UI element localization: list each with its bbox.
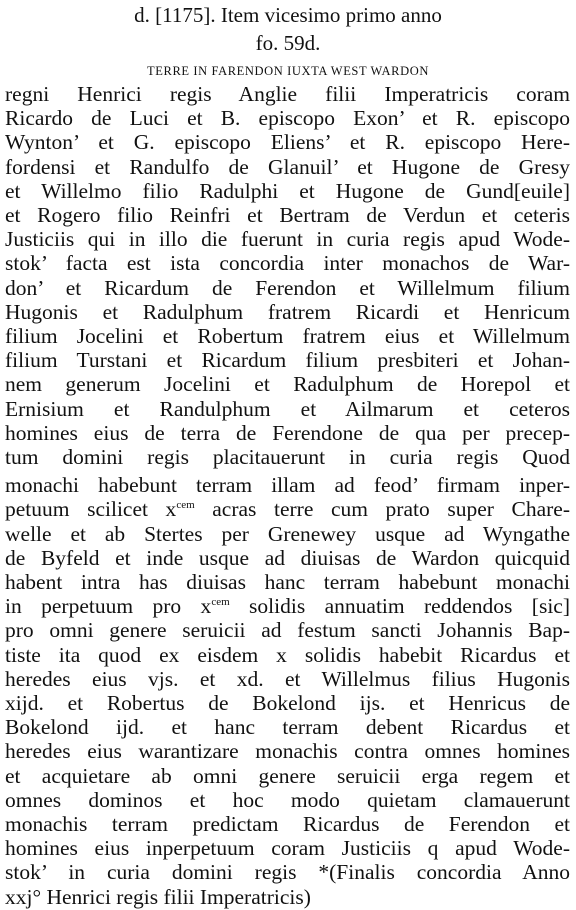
text-line: Bokelond ijd. et hanc terram debent Ricardus et	[5, 715, 570, 740]
text-line: de Byfeld et inde usque ad diuisas de Wardon quicquid	[5, 545, 570, 570]
text-line: xxj° Henrici regis filii Imperatricis)	[5, 884, 311, 909]
text-line: stok’ facta est ista concordia inter monachos de War-	[5, 251, 570, 276]
text-line: pro omni genere seruicii ad festum sancti Johannis Bap-	[5, 618, 570, 643]
text-line: et Rogero filio Reinfri et Bertram de Verdun et ceteris	[5, 203, 570, 227]
text-line: don’ et Ricardum de Ferendon et Willelmum filium	[5, 275, 570, 300]
folio-reference: fo. 59d.	[255, 31, 321, 55]
text-line: homines eius de terra de Ferendone de qua per precep-	[5, 420, 570, 445]
text-line: Ernisium et Randulphum et Ailmarum et ceteros	[5, 396, 570, 421]
text-line: heredes eius vjs. et xd. et Willelmus filius Hugonis	[5, 666, 570, 691]
text-line: petuum scilicet $x^{cem}$ acras terre cum prato super Chare-	[5, 497, 570, 522]
text-line: omnes dominos et hoc modo quietam clamauerunt	[5, 787, 570, 812]
text-line: Wynton’ et G. episcopo Eliens’ et R. episcopo Here-	[5, 130, 570, 155]
text-line: habent intra has diuisas hanc terram habebunt monachi	[5, 570, 570, 594]
text-line: stok’ in curia domini regis *(Finalis concordia Anno	[5, 860, 570, 885]
document-date-heading: d. [1175]. Item vicesimo primo anno	[134, 3, 442, 27]
text-line: heredes eius warantizare monachis contra omnes homines	[5, 739, 570, 764]
text-line: Hugonis et Radulphum fratrem Ricardi et Henricum	[5, 299, 570, 324]
text-line: xijd. et Robertus de Bokelond ijs. et Henricus de	[5, 691, 570, 715]
text-line: fordensi et Randulfo de Glanuil’ et Hugone de Gresy	[5, 154, 570, 179]
text-line: in perpetuum pro $x^{cem}$ solidis annuatim reddendos [sic]	[5, 594, 570, 619]
text-line: monachis terram predictam Ricardus de Ferendon et	[5, 812, 570, 836]
text-line: et acquietare ab omni genere seruicii erga regem et	[5, 763, 570, 788]
text-line: Justiciis qui in illo die fuerunt in curia regis apud Wode-	[5, 227, 570, 252]
text-line: Ricardo de Luci et B. episcopo Exon’ et R. episcopo	[5, 106, 570, 131]
text-line: welle et ab Stertes per Grenewey usque ad Wyngathe	[5, 521, 570, 546]
text-line: homines eius inperpetuum coram Justiciis q apud Wode-	[5, 836, 570, 861]
text-line: et Willelmo filio Radulphi et Hugone de Gund[euile]	[5, 178, 570, 203]
text-line: filium Turstani et Ricardum filium presbiteri et Johan-	[5, 348, 570, 373]
text-line: tum domini regis placitauerunt in curia regis Quod	[5, 445, 570, 469]
text-line: nem generum Jocelini et Radulphum de Horepol et	[5, 372, 570, 397]
text-line: tiste ita quod ex eisdem x solidis habebit Ricardus et	[5, 642, 570, 667]
text-line: regni Henrici regis Anglie filii Imperatricis coram	[5, 82, 570, 106]
text-line: monachi habebunt terram illam ad feod’ firmam inper-	[5, 473, 570, 498]
section-title: TERRE IN FARENDON IUXTA WEST WARDON	[147, 64, 429, 78]
text-line: filium Jocelini et Robertum fratrem eius et Willelmum	[5, 324, 570, 348]
